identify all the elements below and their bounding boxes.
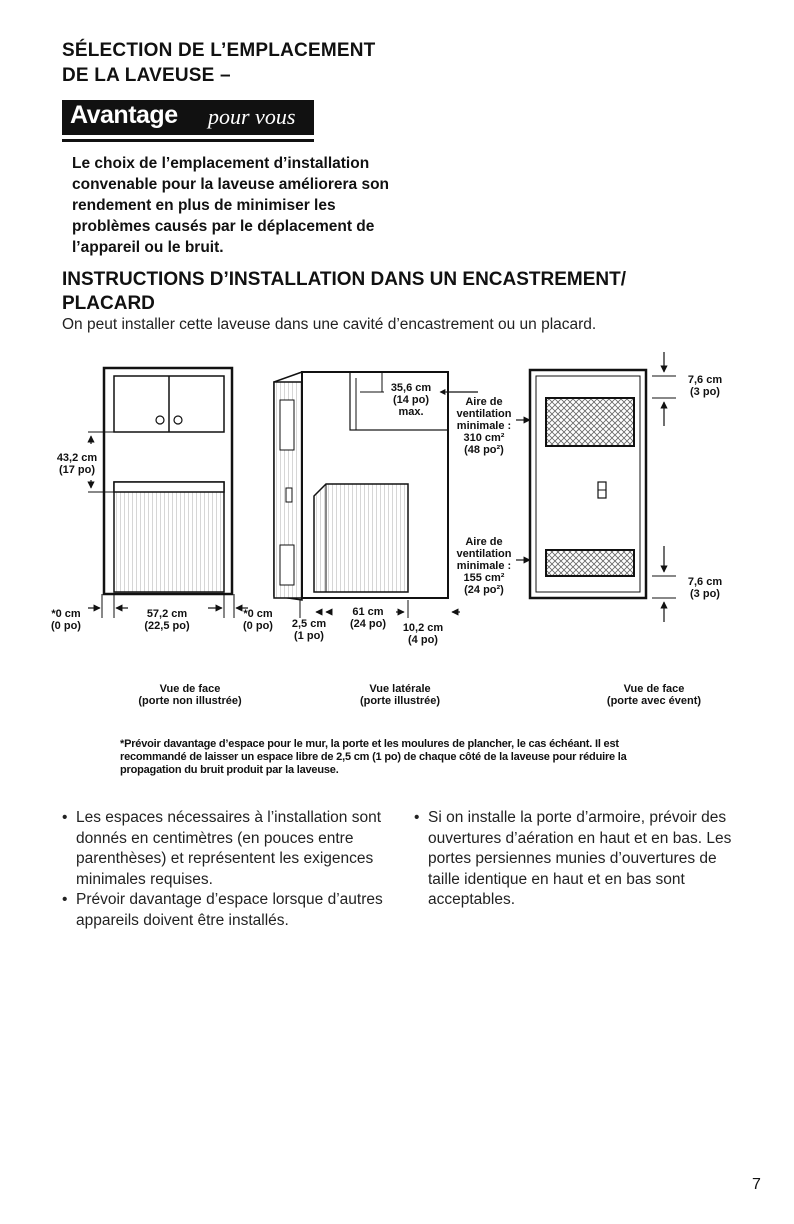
dim-vent-top-po: (3 po) bbox=[690, 386, 720, 398]
dim-width bbox=[132, 608, 202, 632]
dim-height-cm: 43,2 cm bbox=[56, 452, 98, 464]
badge-word-pour-vous: pour vous bbox=[208, 104, 296, 129]
dim-width-cm: 57,2 cm bbox=[146, 608, 188, 620]
bullet-item: • Si on installe la porte d’armoire, prévoir des ouvertures d’aération en haut et en bas. Les portes persiennes munies d’ouvertures de taille identique en haut et en bas sont acceptables. bbox=[412, 808, 742, 911]
front-view-vented-door bbox=[530, 352, 676, 622]
caption-front2-title: Vue de face bbox=[623, 683, 685, 695]
dim-back-po: (1 po) bbox=[294, 630, 324, 642]
dim-vent-top bbox=[680, 374, 730, 398]
dim-top-max: max. bbox=[398, 406, 424, 418]
vent-bottom-line1: Aire de bbox=[465, 536, 503, 548]
dim-depth-cm: 61 cm bbox=[352, 606, 384, 618]
footnote: *Prévoir davantage d’espace pour le mur, la porte et les moulures de plancher, le cas échéant. Il est recommandé de laisser un espace libre de 2,5 cm (1 po) de chaque côté de la laveuse pour réduire la propagation du bruit produit par la laveuse. bbox=[120, 738, 627, 776]
bullet-item: • Prévoir davantage d’espace lorsque d’autres appareils doivent être installés. bbox=[60, 890, 390, 931]
intro-paragraph: Le choix de l’emplacement d’installation convenable pour la laveuse améliorera son rendement en plus de minimiser les problèmes causés par le déplacement de l’appareil ou le bruit. bbox=[72, 155, 390, 256]
dim-top-po: (14 po) bbox=[392, 394, 430, 406]
vent-top-line2: ventilation bbox=[456, 408, 512, 420]
dim-vent-bottom bbox=[680, 576, 730, 600]
vent-bottom-line3: minimale : bbox=[456, 560, 512, 572]
section-lead: On peut installer cette laveuse dans une cavité d’encastrement ou un placard. bbox=[62, 316, 597, 333]
vent-bottom-line5: (24 po²) bbox=[464, 584, 504, 596]
dim-front-cm: 10,2 cm bbox=[402, 622, 444, 634]
dim-back-clearance bbox=[284, 618, 334, 642]
dim-left-clearance bbox=[46, 608, 86, 632]
vent-top-label bbox=[452, 396, 516, 456]
caption-front-view-2 bbox=[584, 683, 724, 707]
vent-bottom-line2: ventilation bbox=[456, 548, 512, 560]
dim-depth-po: (24 po) bbox=[349, 618, 387, 630]
page-number: 7 bbox=[752, 1176, 761, 1193]
dim-front-po: (4 po) bbox=[408, 634, 438, 646]
dim-front-clearance bbox=[398, 622, 448, 646]
vent-top-line1: Aire de bbox=[465, 396, 503, 408]
caption-front-view-1 bbox=[120, 683, 260, 707]
dim-vent-top-cm: 7,6 cm bbox=[687, 374, 723, 386]
front-view-closet bbox=[88, 368, 248, 618]
dim-height-po: (17 po) bbox=[58, 464, 96, 476]
caption-front2-sub: (porte avec évent) bbox=[606, 695, 702, 707]
dim-left-po: (0 po) bbox=[51, 620, 81, 632]
vent-top-line5: (48 po²) bbox=[464, 444, 504, 456]
dim-right-po: (0 po) bbox=[243, 620, 273, 632]
caption-front1-sub: (porte non illustrée) bbox=[138, 695, 242, 707]
section-title: INSTRUCTIONS D’INSTALLATION DANS UN ENCASTREMENT/ PLACARD bbox=[62, 269, 627, 314]
dim-right-cm: *0 cm bbox=[243, 608, 273, 620]
dim-width-po: (22,5 po) bbox=[144, 620, 190, 632]
dim-top-space bbox=[384, 382, 438, 418]
dim-height bbox=[52, 452, 102, 476]
heading-line-2: DE LA LAVEUSE – bbox=[62, 65, 231, 86]
badge-word-avantage: Avantage bbox=[70, 101, 178, 129]
dim-vent-bottom-cm: 7,6 cm bbox=[687, 576, 723, 588]
heading-line-1: SÉLECTION DE L’EMPLACEMENT bbox=[62, 40, 376, 61]
caption-side-title: Vue latérale bbox=[369, 683, 431, 695]
caption-side-sub: (porte illustrée) bbox=[359, 695, 441, 707]
caption-front1-title: Vue de face bbox=[159, 683, 221, 695]
dim-right-clearance bbox=[238, 608, 278, 632]
vent-top-line3: minimale : bbox=[456, 420, 512, 432]
bullet-list-right bbox=[412, 808, 742, 911]
vent-top-line4: 310 cm² bbox=[463, 432, 505, 444]
dim-left-cm: *0 cm bbox=[51, 608, 81, 620]
dim-top-cm: 35,6 cm bbox=[390, 382, 432, 394]
dim-back-cm: 2,5 cm bbox=[291, 618, 327, 630]
dim-vent-bottom-po: (3 po) bbox=[690, 588, 720, 600]
caption-side-view bbox=[340, 683, 460, 707]
bullet-list-left bbox=[60, 808, 390, 931]
vent-bottom-line4: 155 cm² bbox=[463, 572, 505, 584]
dim-depth bbox=[338, 606, 398, 630]
bullet-item: • Les espaces nécessaires à l’installation sont donnés en centimètres (en pouces entre parenthèses) et représentent les exigences minimales requises. bbox=[60, 808, 390, 890]
vent-bottom-label bbox=[452, 536, 516, 596]
